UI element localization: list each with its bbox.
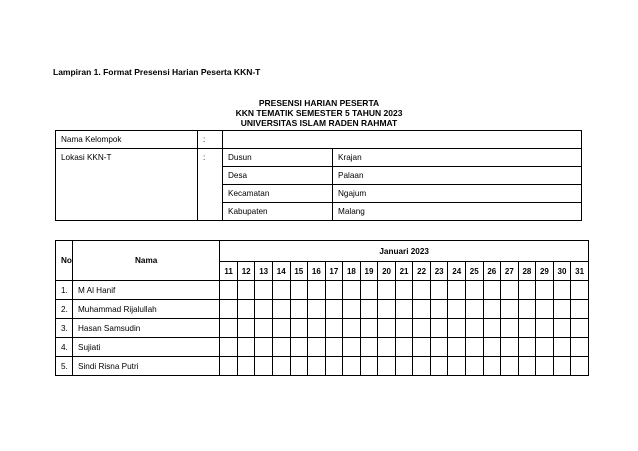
- day-header: 23: [430, 262, 448, 281]
- attendance-cell[interactable]: [237, 338, 255, 357]
- attendance-cell[interactable]: [308, 319, 326, 338]
- table-row: [56, 338, 589, 357]
- group-info-table: [55, 130, 582, 221]
- attendance-cell[interactable]: [272, 300, 290, 319]
- info-row-kelompok: [56, 131, 582, 149]
- attendance-cell[interactable]: [308, 300, 326, 319]
- attendance-cell[interactable]: [553, 357, 571, 376]
- month-header: Januari 2023: [220, 241, 589, 262]
- member-number: 1.: [56, 281, 73, 300]
- attendance-cell[interactable]: [465, 300, 483, 319]
- day-header: 21: [395, 262, 413, 281]
- heading-line-3: UNIVERSITAS ISLAM RADEN RAHMAT: [240, 118, 398, 128]
- attendance-cell[interactable]: [272, 357, 290, 376]
- attendance-cell[interactable]: [518, 300, 536, 319]
- day-header: 19: [360, 262, 378, 281]
- attendance-cell[interactable]: [501, 338, 519, 357]
- day-header: 14: [272, 262, 290, 281]
- attendance-cell[interactable]: [325, 338, 343, 357]
- attendance-cell[interactable]: [220, 338, 238, 357]
- attendance-cell[interactable]: [378, 319, 396, 338]
- attendance-cell[interactable]: [255, 281, 273, 300]
- attendance-cell[interactable]: [483, 300, 501, 319]
- attendance-cell[interactable]: [290, 281, 308, 300]
- day-header: 28: [518, 262, 536, 281]
- lokasi-label: Lokasi KKN-T: [56, 149, 198, 221]
- location-key: Kabupaten: [223, 203, 333, 221]
- attendance-cell[interactable]: [413, 357, 431, 376]
- attendance-cell[interactable]: [360, 281, 378, 300]
- attendance-cell[interactable]: [220, 300, 238, 319]
- attendance-cell[interactable]: [518, 357, 536, 376]
- attendance-cell[interactable]: [378, 357, 396, 376]
- attendance-cell[interactable]: [483, 338, 501, 357]
- attendance-cell[interactable]: [290, 319, 308, 338]
- attendance-cell[interactable]: [378, 338, 396, 357]
- attendance-cell[interactable]: [325, 357, 343, 376]
- attendance-cell[interactable]: [518, 281, 536, 300]
- day-header: 25: [465, 262, 483, 281]
- attendance-cell[interactable]: [308, 338, 326, 357]
- day-header: 26: [483, 262, 501, 281]
- attendance-cell[interactable]: [518, 338, 536, 357]
- attendance-cell[interactable]: [571, 338, 589, 357]
- day-header: 15: [290, 262, 308, 281]
- attendance-cell[interactable]: [465, 319, 483, 338]
- attendance-cell[interactable]: [571, 357, 589, 376]
- attendance-cell[interactable]: [290, 300, 308, 319]
- attendance-cell[interactable]: [360, 338, 378, 357]
- heading-line-1: PRESENSI HARIAN PESERTA: [258, 98, 380, 108]
- attendance-cell[interactable]: [483, 319, 501, 338]
- attendance-cell[interactable]: [308, 281, 326, 300]
- attendance-cell[interactable]: [272, 319, 290, 338]
- attendance-cell[interactable]: [395, 281, 413, 300]
- attendance-cell[interactable]: [430, 319, 448, 338]
- attendance-cell[interactable]: [378, 300, 396, 319]
- location-value: Ngajum: [333, 185, 582, 203]
- attendance-cell[interactable]: [308, 357, 326, 376]
- attendance-cell[interactable]: [571, 319, 589, 338]
- attendance-cell[interactable]: [237, 319, 255, 338]
- attendance-cell[interactable]: [220, 357, 238, 376]
- attendance-cell[interactable]: [237, 281, 255, 300]
- attendance-cell[interactable]: [343, 300, 361, 319]
- lokasi-colon: :: [198, 149, 223, 221]
- day-header: 24: [448, 262, 466, 281]
- attendance-cell[interactable]: [360, 300, 378, 319]
- attendance-cell[interactable]: [536, 357, 554, 376]
- attendance-cell[interactable]: [430, 281, 448, 300]
- member-name: M Al Hanif: [72, 281, 219, 300]
- attendance-cell[interactable]: [501, 300, 519, 319]
- attendance-cell[interactable]: [255, 357, 273, 376]
- table-row: [56, 281, 589, 300]
- member-name: Sujiati: [72, 338, 219, 357]
- attendance-cell[interactable]: [483, 357, 501, 376]
- member-number: 3.: [56, 319, 73, 338]
- day-header: 17: [325, 262, 343, 281]
- attendance-cell[interactable]: [501, 319, 519, 338]
- location-key: Kecamatan: [223, 185, 333, 203]
- attendance-cell[interactable]: [272, 281, 290, 300]
- document-caption: Lampiran 1. Format Presensi Harian Peserta KKN-T: [53, 67, 261, 77]
- nama-header: Nama: [72, 241, 219, 281]
- attendance-table: [55, 240, 589, 376]
- attendance-cell[interactable]: [501, 281, 519, 300]
- attendance-cell[interactable]: [272, 338, 290, 357]
- table-row: [56, 357, 589, 376]
- location-key: Desa: [223, 167, 333, 185]
- attendance-cell[interactable]: [343, 281, 361, 300]
- attendance-cell[interactable]: [465, 338, 483, 357]
- member-name: Muhammad Rijalullah: [72, 300, 219, 319]
- attendance-cell[interactable]: [536, 319, 554, 338]
- attendance-cell[interactable]: [395, 300, 413, 319]
- attendance-cell[interactable]: [536, 281, 554, 300]
- day-header: 16: [308, 262, 326, 281]
- day-header: 13: [255, 262, 273, 281]
- attendance-cell[interactable]: [255, 338, 273, 357]
- location-value: Malang: [333, 203, 582, 221]
- attendance-cell[interactable]: [536, 338, 554, 357]
- no-header: No: [56, 241, 73, 281]
- attendance-cell[interactable]: [465, 357, 483, 376]
- location-key: Dusun: [223, 149, 333, 167]
- attendance-cell[interactable]: [553, 281, 571, 300]
- attendance-cell[interactable]: [430, 338, 448, 357]
- attendance-cell[interactable]: [343, 338, 361, 357]
- day-header: 27: [501, 262, 519, 281]
- attendance-cell[interactable]: [448, 357, 466, 376]
- location-value: Palaan: [333, 167, 582, 185]
- day-header: 12: [237, 262, 255, 281]
- attendance-cell[interactable]: [553, 319, 571, 338]
- attendance-cell[interactable]: [553, 300, 571, 319]
- attendance-cell[interactable]: [343, 319, 361, 338]
- attendance-cell[interactable]: [483, 281, 501, 300]
- kelompok-value: [223, 131, 582, 149]
- day-header: 20: [378, 262, 396, 281]
- member-number: 5.: [56, 357, 73, 376]
- attendance-cell[interactable]: [448, 338, 466, 357]
- attendance-cell[interactable]: [343, 357, 361, 376]
- member-name: Sindi Risna Putri: [72, 357, 219, 376]
- attendance-cell[interactable]: [395, 338, 413, 357]
- attendance-cell[interactable]: [430, 357, 448, 376]
- attendance-cell[interactable]: [430, 300, 448, 319]
- attendance-header-row: [56, 241, 589, 262]
- attendance-cell[interactable]: [465, 281, 483, 300]
- attendance-cell[interactable]: [237, 357, 255, 376]
- attendance-cell[interactable]: [255, 319, 273, 338]
- attendance-cell[interactable]: [290, 338, 308, 357]
- attendance-cell[interactable]: [518, 319, 536, 338]
- attendance-cell[interactable]: [378, 281, 396, 300]
- kelompok-label: Nama Kelompok: [56, 131, 198, 149]
- attendance-cell[interactable]: [237, 300, 255, 319]
- day-header: 31: [571, 262, 589, 281]
- attendance-cell[interactable]: [413, 281, 431, 300]
- day-header: 18: [343, 262, 361, 281]
- attendance-body: [56, 281, 589, 376]
- attendance-cell[interactable]: [413, 300, 431, 319]
- kelompok-colon: :: [198, 131, 223, 149]
- day-header: 22: [413, 262, 431, 281]
- attendance-cell[interactable]: [413, 319, 431, 338]
- attendance-cell[interactable]: [413, 338, 431, 357]
- day-header: 30: [553, 262, 571, 281]
- attendance-cell[interactable]: [255, 300, 273, 319]
- table-row: [56, 300, 589, 319]
- member-number: 2.: [56, 300, 73, 319]
- attendance-cell[interactable]: [360, 319, 378, 338]
- attendance-cell[interactable]: [536, 300, 554, 319]
- attendance-cell[interactable]: [220, 281, 238, 300]
- day-header: 29: [536, 262, 554, 281]
- attendance-cell[interactable]: [501, 357, 519, 376]
- attendance-cell[interactable]: [448, 319, 466, 338]
- attendance-cell[interactable]: [325, 281, 343, 300]
- info-row-lokasi: [56, 149, 582, 167]
- attendance-cell[interactable]: [448, 300, 466, 319]
- attendance-cell[interactable]: [360, 357, 378, 376]
- attendance-cell[interactable]: [395, 357, 413, 376]
- attendance-cell[interactable]: [553, 338, 571, 357]
- member-name: Hasan Samsudin: [72, 319, 219, 338]
- attendance-cell[interactable]: [448, 281, 466, 300]
- attendance-cell[interactable]: [325, 319, 343, 338]
- attendance-cell[interactable]: [325, 300, 343, 319]
- heading-line-2: KKN TEMATIK SEMESTER 5 TAHUN 2023: [235, 108, 403, 118]
- attendance-cell[interactable]: [290, 357, 308, 376]
- attendance-cell[interactable]: [571, 300, 589, 319]
- member-number: 4.: [56, 338, 73, 357]
- location-value: Krajan: [333, 149, 582, 167]
- day-header: 11: [220, 262, 238, 281]
- attendance-cell[interactable]: [395, 319, 413, 338]
- table-row: [56, 319, 589, 338]
- attendance-cell[interactable]: [571, 281, 589, 300]
- attendance-cell[interactable]: [220, 319, 238, 338]
